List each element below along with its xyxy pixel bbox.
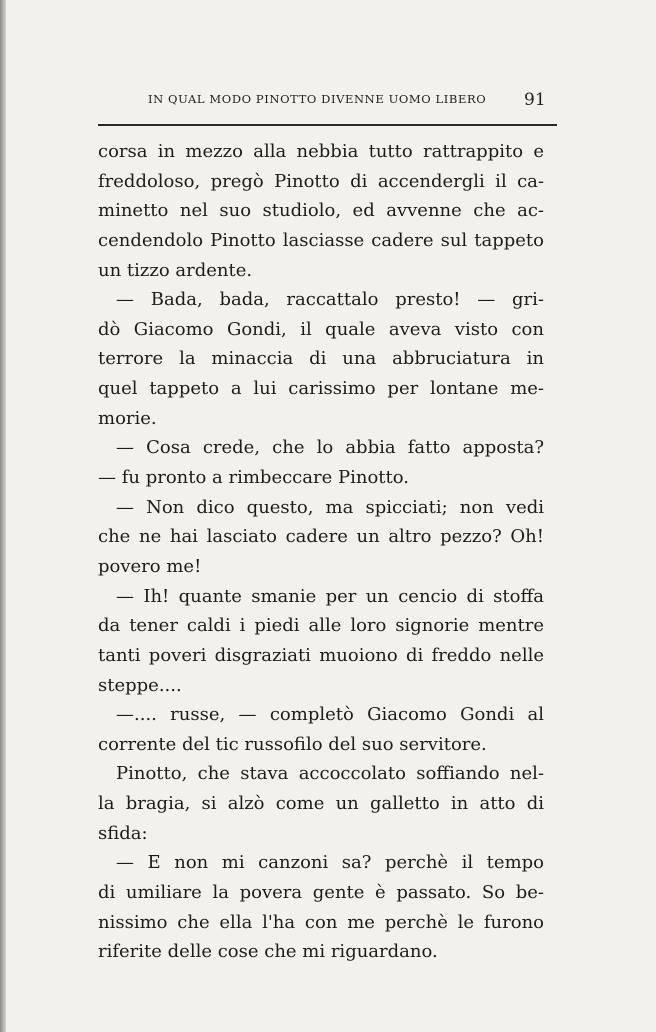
running-head: IN QUAL MODO PINOTTO DIVENNE UOMO LIBERO bbox=[148, 92, 487, 106]
text-line: di umiliare la povera gente è passato. So be- bbox=[98, 882, 544, 904]
text-line: — Ih! quante smanie per un cencio di stoffa bbox=[116, 585, 544, 607]
page-left-edge bbox=[0, 0, 6, 1032]
text-line: che ne hai lasciato cadere un altro pezzo? Oh! bbox=[98, 526, 544, 548]
text-line: steppe.... bbox=[98, 674, 182, 696]
text-line: — fu pronto a rimbeccare Pinotto. bbox=[98, 467, 409, 489]
text-line: corsa in mezzo alla nebbia tutto rattrappito e bbox=[98, 141, 544, 162]
text-line: — Cosa crede, che lo abbia fatto apposta? bbox=[116, 437, 544, 459]
text-line: la bragia, si alzò come un galletto in atto di bbox=[98, 793, 544, 815]
body-text bbox=[98, 137, 544, 967]
text-line: — Non dico questo, ma spicciati; non vedi bbox=[116, 496, 544, 518]
text-line: sfida: bbox=[98, 822, 148, 844]
text-line: cendendolo Pinotto lasciasse cadere sul tappeto bbox=[98, 229, 544, 251]
text-line: terrore la minaccia di una abbruciatura in bbox=[98, 348, 544, 370]
text-line: —.... russe, — completò Giacomo Gondi al bbox=[116, 704, 544, 726]
text-line: — E non mi canzoni sa? perchè il tempo bbox=[116, 852, 544, 874]
text-line: povero me! bbox=[98, 555, 202, 577]
header-rule bbox=[98, 124, 557, 126]
text-line: tanti poveri disgraziati muoiono di freddo nelle bbox=[98, 644, 544, 666]
text-line: nissimo che ella l'ha con me perchè le furono bbox=[98, 911, 544, 933]
text-line: minetto nel suo studiolo, ed avvenne che ac- bbox=[98, 200, 544, 222]
text-line: corrente del tic russofilo del suo servitore. bbox=[98, 733, 487, 755]
text-line: riferite delle cose che mi riguardano. bbox=[98, 941, 438, 963]
text-line: — Bada, bada, raccattalo presto! — gri- bbox=[116, 289, 544, 311]
text-line: da tener caldi i piedi alle loro signorie mentre bbox=[98, 615, 544, 637]
page-number: 91 bbox=[524, 90, 546, 110]
text-line: Pinotto, che stava accoccolato soffiando nel- bbox=[116, 763, 544, 785]
text-line: freddoloso, pregò Pinotto di accendergli il ca- bbox=[98, 170, 544, 192]
text-line: morie. bbox=[98, 407, 157, 429]
text-line: un tizzo ardente. bbox=[98, 259, 253, 281]
text-line: quel tappeto a lui carissimo per lontane me- bbox=[98, 378, 544, 400]
text-line: dò Giacomo Gondi, il quale aveva visto con bbox=[98, 318, 544, 340]
